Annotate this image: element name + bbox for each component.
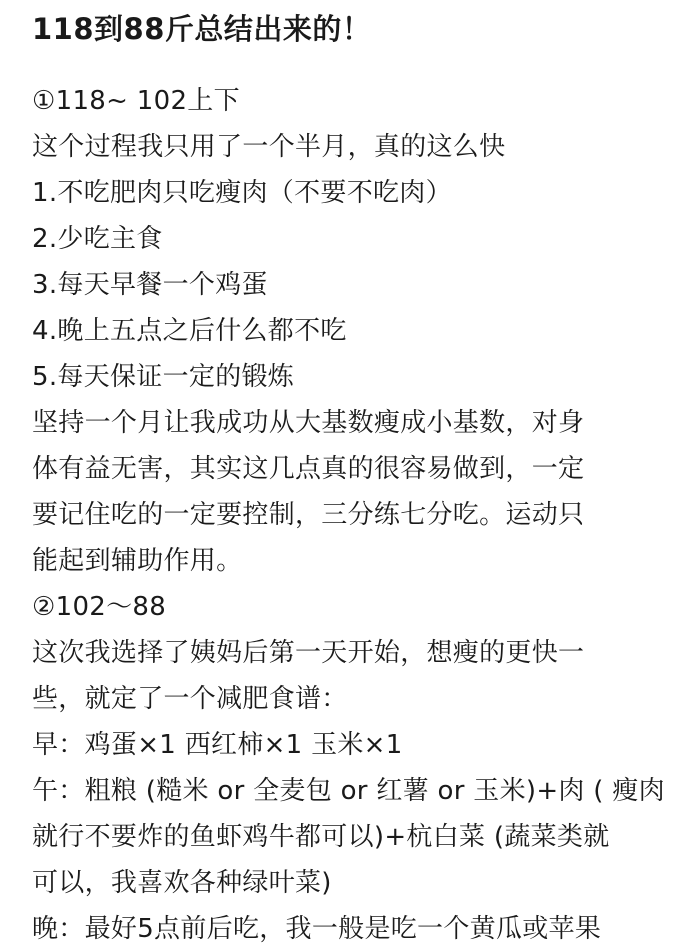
paragraph-line: 这次我选择了姨妈后第一天开始，想瘦的更快一 [32,638,585,668]
paragraph-line: 要记住吃的一定要控制，三分练七分吃。运动只 [32,500,585,530]
list-item-4: 4.晚上五点之后什么都不吃 [32,316,347,346]
section-1-heading: ①118~ 102上下 [32,86,240,116]
list-item-1: 1.不吃肥肉只吃瘦肉（不要不吃肉） [32,178,452,208]
paragraph-line: 些，就定了一个减肥食谱： [32,684,348,714]
paragraph-line: 这个过程我只用了一个半月，真的这么快 [32,132,506,162]
lunch-line: 就行不要炸的鱼虾鸡牛都可以)+杭白菜 (蔬菜类就 [32,822,610,852]
lunch-line: 午：粗粮 (糙米 or 全麦包 or 红薯 or 玉米)+肉 ( 瘦肉 [32,776,665,806]
paragraph-line: 体有益无害，其实这几点真的很容易做到，一定 [32,454,585,484]
section-2-heading: ②102～88 [32,592,167,622]
paragraph-line: 能起到辅助作用。 [32,546,243,576]
breakfast-line: 早：鸡蛋×1 西红柿×1 玉米×1 [32,730,403,760]
list-item-2: 2.少吃主食 [32,224,163,254]
list-item-3: 3.每天早餐一个鸡蛋 [32,270,268,300]
list-item-5: 5.每天保证一定的锻炼 [32,362,295,392]
dinner-line: 晚：最好5点前后吃，我一般是吃一个黄瓜或苹果 [32,914,602,944]
paragraph-line: 坚持一个月让我成功从大基数瘦成小基数，对身 [32,408,585,438]
document-title: 118到88斤总结出来的！ [32,12,372,46]
lunch-line: 可以，我喜欢各种绿叶菜) [32,868,332,898]
document-page [32,10,672,952]
